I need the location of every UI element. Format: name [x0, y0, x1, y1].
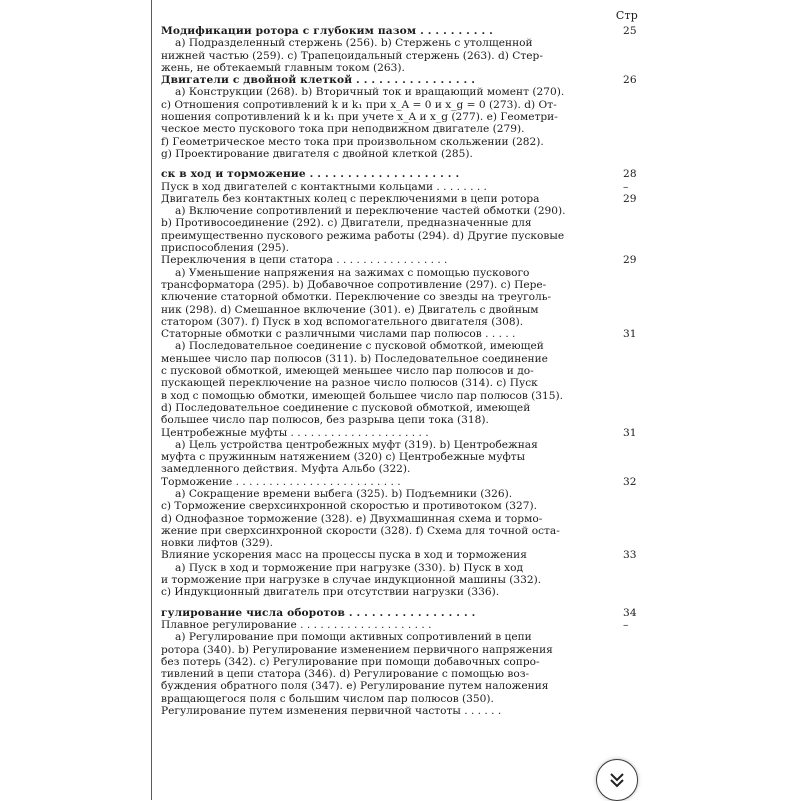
toc-line-text: жень, не обтекаемый главным током (263). [161, 61, 405, 74]
toc-line-text: ключение статорной обмотки. Переключение со звезды на треуголь- [161, 291, 552, 304]
toc-line [161, 340, 641, 352]
toc-line-text: Регулирование путем изменения первичной частоты . . . . . . [161, 705, 502, 718]
toc-line-text: меньшее число пар полюсов (311). b) Последовательное соединение [161, 352, 548, 365]
toc-line [161, 148, 641, 160]
toc-line-text: жение при сверхсинхронной скорости (328). f) Схема для точной оста- [161, 524, 560, 537]
toc-line-text: a) Включение сопротивлений и переключение частей обмотки (290). [175, 205, 566, 218]
toc-line [161, 50, 641, 62]
toc-page-number: 29 [623, 192, 637, 205]
toc-line [161, 586, 641, 598]
toc-page-number: 33 [623, 549, 637, 562]
toc-line-text: ческое место пускового тока при неподвижном двигателе (279). [161, 123, 525, 136]
toc-line-text: ношения сопротивлений k и k₁ при учете x_A и x_g (277). e) Геометри- [161, 111, 558, 124]
toc-line-text: a) Уменьшение напряжения на зажимах с помощью пускового [175, 266, 530, 279]
toc-line [161, 267, 641, 279]
toc-line-text: Двигатель без контактных колец с переключениями в цепи ротора [161, 192, 540, 205]
toc-page-number: 34 [623, 606, 637, 619]
toc-line-text: a) Сокращение времени выбега (325). b) Подъемники (326). [175, 487, 513, 500]
toc-line [161, 242, 641, 254]
toc-line [161, 328, 641, 340]
toc-line [161, 463, 641, 475]
toc-line-text: вращающегося поля с большим числом пар полюсов (350). [161, 692, 494, 705]
toc-line [161, 607, 641, 619]
toc-line-text: без потерь (342). c) Регулирование при помощи добавочных сопро- [161, 655, 540, 668]
toc-line [161, 291, 641, 303]
toc-line-text: преимущественно пускового режима работы (294). d) Другие пусковые [161, 229, 565, 242]
toc-line [161, 193, 641, 205]
toc-line [161, 316, 641, 328]
toc-line [161, 254, 641, 266]
toc-line [161, 513, 641, 525]
toc-line-text: f) Геометрическое место тока при произвольном скольжении (282). [161, 135, 544, 148]
toc-line-text: Торможение . . . . . . . . . . . . . . . . . . . . . . . . . [161, 475, 401, 488]
toc-line [161, 644, 641, 656]
toc-line-text: c) Отношения сопротивлений k и k₁ при x_A = 0 и x_g = 0 (273). d) От- [161, 98, 557, 111]
toc-line-text: трансформатора (295). b) Добавочное сопротивление (297). c) Пере- [161, 278, 547, 291]
toc-line-text: ск в ход и торможение . . . . . . . . . . . . . . . . . . . . [161, 168, 460, 181]
toc-line-text: пускающей переключение на разное число полюсов (314). c) Пуск [161, 377, 538, 390]
toc-line [161, 668, 641, 680]
toc-line [161, 181, 641, 193]
toc-line-text: нижней частью (259). c) Трапецоидальный стержень (263). d) Стер- [161, 49, 543, 62]
toc-line [161, 365, 641, 377]
toc-line [161, 680, 641, 692]
toc-line-text: буждения обратного поля (347). e) Регулирование путем наложения [161, 680, 549, 693]
toc-line-text: муфта с пружинным натяжением (320) c) Центробежные муфты [161, 451, 526, 464]
scroll-down-button[interactable] [596, 759, 638, 801]
toc-line-text: c) Индукционный двигатель при отсутствии нагрузки (336). [161, 586, 500, 599]
toc-line-text: и торможение при нагрузке в случае индукционной машины (332). [161, 574, 542, 587]
toc-line [161, 549, 641, 561]
toc-line-text: a) Пуск в ход и торможение при нагрузке (330). b) Пуск в ход [175, 561, 523, 574]
toc-page-number: – [623, 618, 629, 631]
toc-line [161, 25, 641, 37]
toc-page-number: 29 [623, 254, 637, 267]
toc-line [161, 111, 641, 123]
toc-line [161, 619, 641, 631]
toc-line-text: Модификации ротора с глубоким пазом . . . . . . . . . . [161, 25, 494, 37]
toc-line-text: Плавное регулирование . . . . . . . . . . . . . . . . . . . . [161, 618, 432, 631]
toc-page-number: 25 [623, 25, 637, 37]
toc-line [161, 99, 641, 111]
toc-line [161, 525, 641, 537]
toc-line-text: Двигатели с двойной клеткой . . . . . . . . . . . . . . . . [161, 74, 476, 87]
toc-line-text: d) Однофазное торможение (328). e) Двухмашинная схема и тормо- [161, 512, 543, 525]
toc-line-text: c) Торможение сверхсинхронной скоростью и противотоком (327). [161, 500, 537, 513]
toc-line [161, 74, 641, 86]
toc-line [161, 168, 641, 180]
toc-line-text: a) Подразделенный стержень (256). b) Стержень с утолщенной [175, 37, 533, 50]
toc-line [161, 476, 641, 488]
toc-line-text: Переключения в цепи статора . . . . . . . . . . . . . . . . . [161, 254, 448, 267]
toc-line [161, 390, 641, 402]
toc-line-text: g) Проектирование двигателя с двойной клеткой (285). [161, 147, 473, 160]
toc-line-text: a) Цель устройства центробежных муфт (319). b) Центробежная [175, 438, 538, 451]
toc-line-text: Влияние ускорения масс на процессы пуска в ход и торможения [161, 549, 527, 562]
table-of-contents [161, 25, 641, 717]
toc-line-text: замедленного действия. Муфта Альбо (322). [161, 463, 411, 476]
toc-line [161, 136, 641, 148]
toc-line [161, 304, 641, 316]
toc-line-text: Пуск в ход двигателей с контактными кольцами . . . . . . . . [161, 180, 487, 193]
toc-line [161, 537, 641, 549]
toc-line [161, 86, 641, 98]
toc-line-text: в ход с помощью обмотки, имеющей большее число пар полюсов (315). [161, 389, 564, 402]
chevron-double-down-icon [608, 771, 626, 789]
toc-line [161, 402, 641, 414]
toc-line [161, 205, 641, 217]
toc-line [161, 62, 641, 74]
toc-line [161, 693, 641, 705]
toc-line-text: Статорные обмотки с различными числами пар полюсов . . . . . [161, 328, 516, 341]
toc-line [161, 574, 641, 586]
toc-line [161, 488, 641, 500]
toc-line-text: новки лифтов (329). [161, 537, 273, 550]
toc-line [161, 414, 641, 426]
toc-page-number: 26 [623, 74, 637, 87]
toc-line [161, 427, 641, 439]
toc-page-number: 31 [623, 426, 637, 439]
toc-line [161, 705, 641, 717]
toc-line [161, 500, 641, 512]
toc-line-text: a) Регулирование при помощи активных сопротивлений в цепи [175, 631, 532, 644]
toc-line [161, 353, 641, 365]
toc-line-text: приспособления (295). [161, 242, 289, 255]
toc-line [161, 656, 641, 668]
toc-page-number: 31 [623, 328, 637, 341]
toc-line [161, 439, 641, 451]
toc-line [161, 562, 641, 574]
document-page [151, 0, 641, 800]
toc-line-text: ротора (340). b) Регулирование изменением первичного напряжения [161, 643, 553, 656]
toc-line [161, 37, 641, 49]
toc-line-text: Центробежные муфты . . . . . . . . . . . . . . . . . . . . . [161, 426, 429, 439]
toc-line [161, 279, 641, 291]
toc-line-text: большее число пар полюсов, без разрыва цепи тока (318). [161, 414, 489, 427]
toc-line [161, 451, 641, 463]
toc-line-text: тивлений в цепи статора (346). d) Регулирование с помощью воз- [161, 668, 530, 681]
toc-line-text: a) Последовательное соединение с пусковой обмоткой, имеющей [175, 340, 544, 353]
toc-page-number: 32 [623, 475, 637, 488]
toc-line-text: a) Конструкции (268). b) Вторичный ток и вращающий момент (270). [175, 86, 565, 99]
toc-line-text: b) Противосоединение (292). c) Двигатели, предназначенные для [161, 217, 532, 230]
toc-page-number: – [623, 180, 629, 193]
toc-line [161, 230, 641, 242]
toc-line [161, 217, 641, 229]
toc-page-number: 28 [623, 168, 637, 181]
toc-line-text: статором (307). f) Пуск в ход вспомогательного двигателя (308). [161, 315, 524, 328]
toc-line [161, 631, 641, 643]
toc-line-text: ник (298). d) Смешанное включение (301). e) Двигатель с двойным [161, 303, 539, 316]
column-header: Стр [615, 9, 638, 22]
toc-line-text: d) Последовательное соединение с пусковой обмоткой, имеющей [161, 401, 531, 414]
toc-line [161, 123, 641, 135]
toc-line-text: с пусковой обмоткой, имеющей меньшее число пар полюсов и до- [161, 365, 534, 378]
toc-line-text: гулирование числа оборотов . . . . . . . . . . . . . . . . . [161, 606, 476, 619]
toc-line [161, 377, 641, 389]
